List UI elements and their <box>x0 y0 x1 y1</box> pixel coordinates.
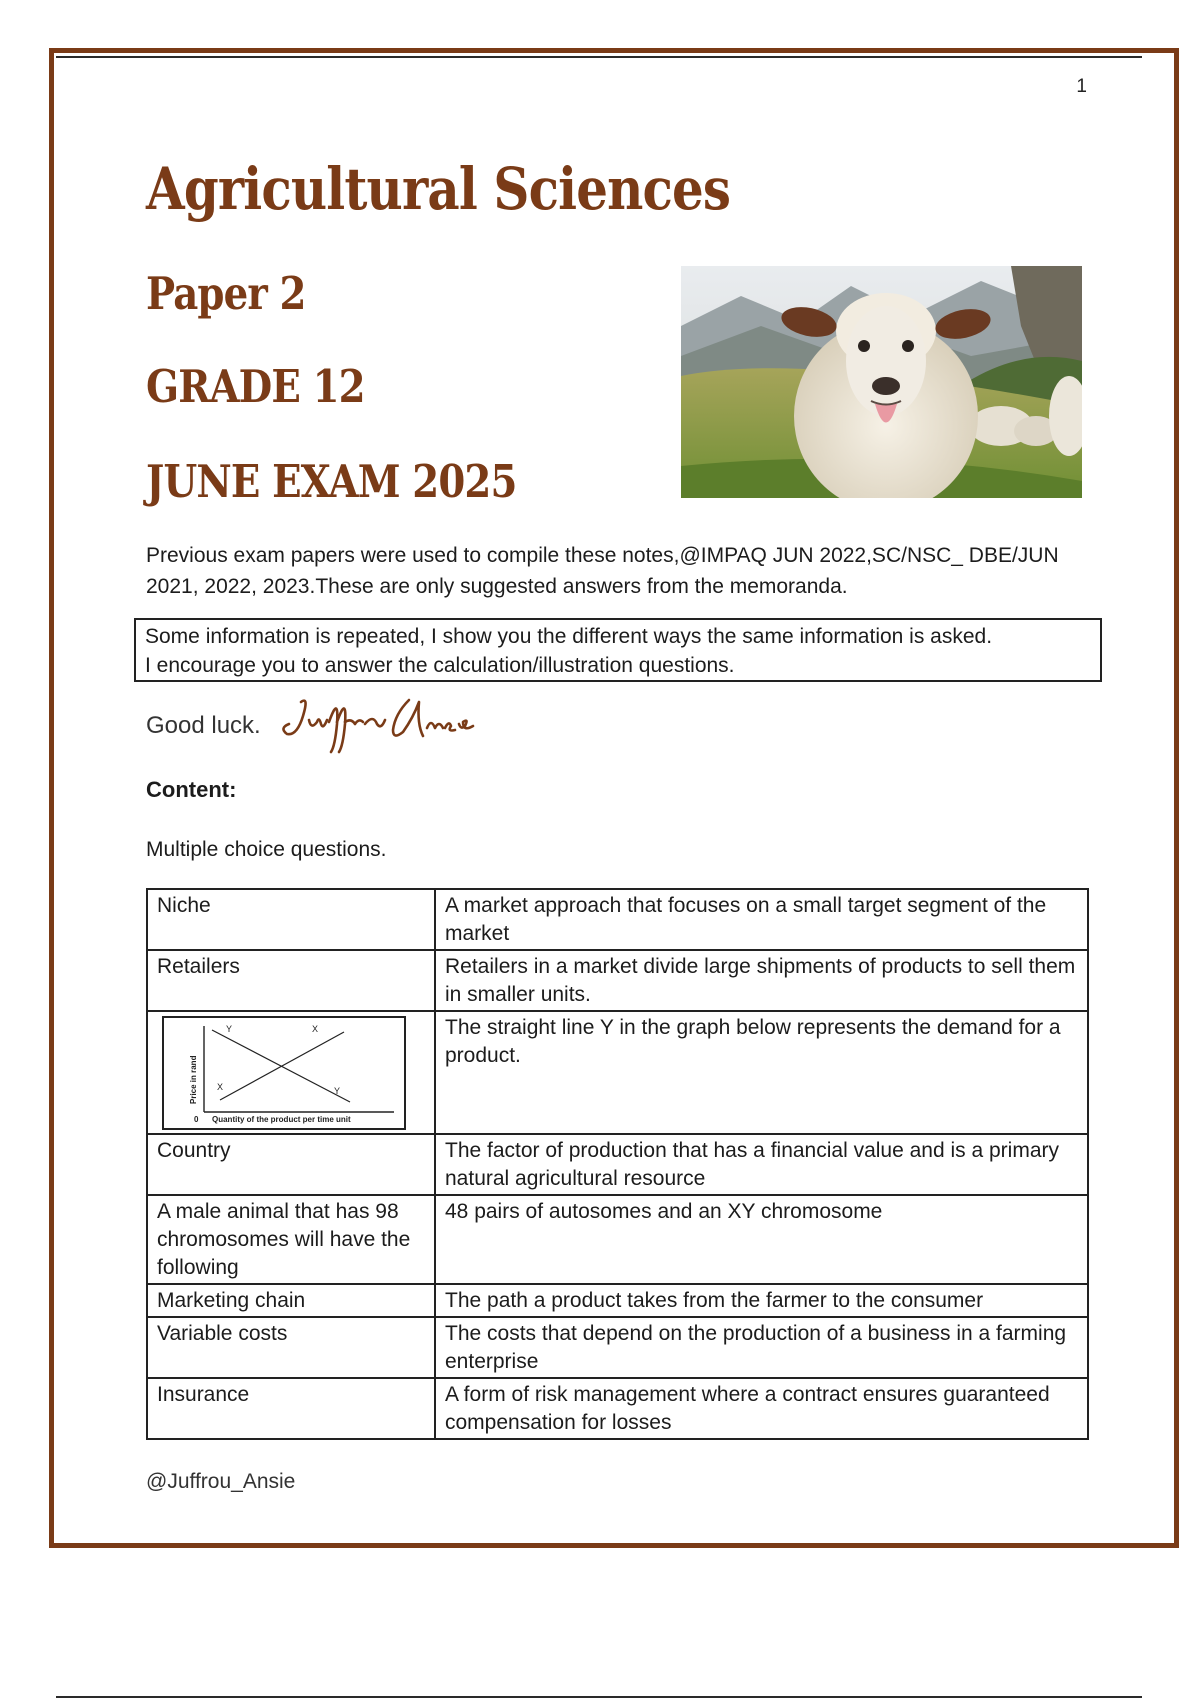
definition-cell: The factor of production that has a financial value and is a primary natural agricultural resource <box>435 1134 1088 1195</box>
supply-demand-graph <box>162 1016 406 1130</box>
term-cell: Country <box>147 1134 435 1195</box>
exam-label: JUNE EXAM 2025 <box>146 455 517 508</box>
table-row <box>147 1378 1088 1439</box>
term-cell: Marketing chain <box>147 1284 435 1317</box>
graph-line-x-label-top: X <box>312 1024 319 1034</box>
graph-line-x-label-bottom: X <box>217 1082 224 1092</box>
graph-x-axis-label: Quantity of the product per time unit <box>212 1115 351 1124</box>
term-cell: Insurance <box>147 1378 435 1439</box>
intro-text: Previous exam papers were used to compile these notes,@IMPAQ JUN 2022,SC/NSC_ DBE/JUN 2021, 2022, 2023.These are only suggested answers from the memoranda. <box>146 544 1059 598</box>
term-cell: Variable costs <box>147 1317 435 1378</box>
graph-cell <box>147 1011 435 1134</box>
definition-cell: Retailers in a market divide large shipments of products to sell them in smaller units. <box>435 950 1088 1011</box>
notice-line: I encourage you to answer the calculation/illustration questions. <box>145 654 735 677</box>
table-row <box>147 1195 1088 1284</box>
definition-cell: The costs that depend on the production of a business in a farming enterprise <box>435 1317 1088 1378</box>
definition-cell: A market approach that focuses on a small target segment of the market <box>435 889 1088 950</box>
mcq-subheading: Multiple choice questions. <box>146 838 387 861</box>
table-row <box>147 1011 1088 1134</box>
graph-y-axis-label: Price in rand <box>189 1055 198 1104</box>
definition-cell: 48 pairs of autosomes and an XY chromosome <box>435 1195 1088 1284</box>
term-cell: A male animal that has 98 chromosomes will have the following <box>147 1195 435 1284</box>
page-number: 1 <box>1076 76 1087 97</box>
graph-line-y-label-top: Y <box>226 1024 233 1034</box>
table-row <box>147 1134 1088 1195</box>
author-handle: @Juffrou_Ansie <box>146 1470 296 1493</box>
grade-label: GRADE 12 <box>146 360 365 413</box>
graph-line-y-label-bottom: Y <box>334 1086 341 1096</box>
signature <box>279 694 479 756</box>
good-luck-text: Good luck. <box>146 712 261 739</box>
definition-cell: The straight line Y in the graph below represents the demand for a product. <box>435 1011 1088 1134</box>
paper-label: Paper 2 <box>146 267 306 320</box>
document-title: Agricultural Sciences <box>146 155 731 223</box>
definition-cell: The path a product takes from the farmer to the consumer <box>435 1284 1088 1317</box>
table-row <box>147 1317 1088 1378</box>
table-row <box>147 889 1088 950</box>
definition-cell: A form of risk management where a contract ensures guaranteed compensation for losses <box>435 1378 1088 1439</box>
content-heading: Content: <box>146 777 237 802</box>
term-cell: Retailers <box>147 950 435 1011</box>
top-rule <box>56 56 1142 58</box>
sheep-photo <box>681 266 1082 498</box>
mcq-table <box>146 888 1089 1440</box>
graph-origin-label: 0 <box>194 1115 199 1124</box>
notice-line: Some information is repeated, I show you the different ways the same information is asked. <box>145 625 993 648</box>
notice-box <box>134 618 1102 682</box>
table-row <box>147 1284 1088 1317</box>
term-cell: Niche <box>147 889 435 950</box>
bottom-rule <box>56 1696 1142 1698</box>
table-row <box>147 950 1088 1011</box>
